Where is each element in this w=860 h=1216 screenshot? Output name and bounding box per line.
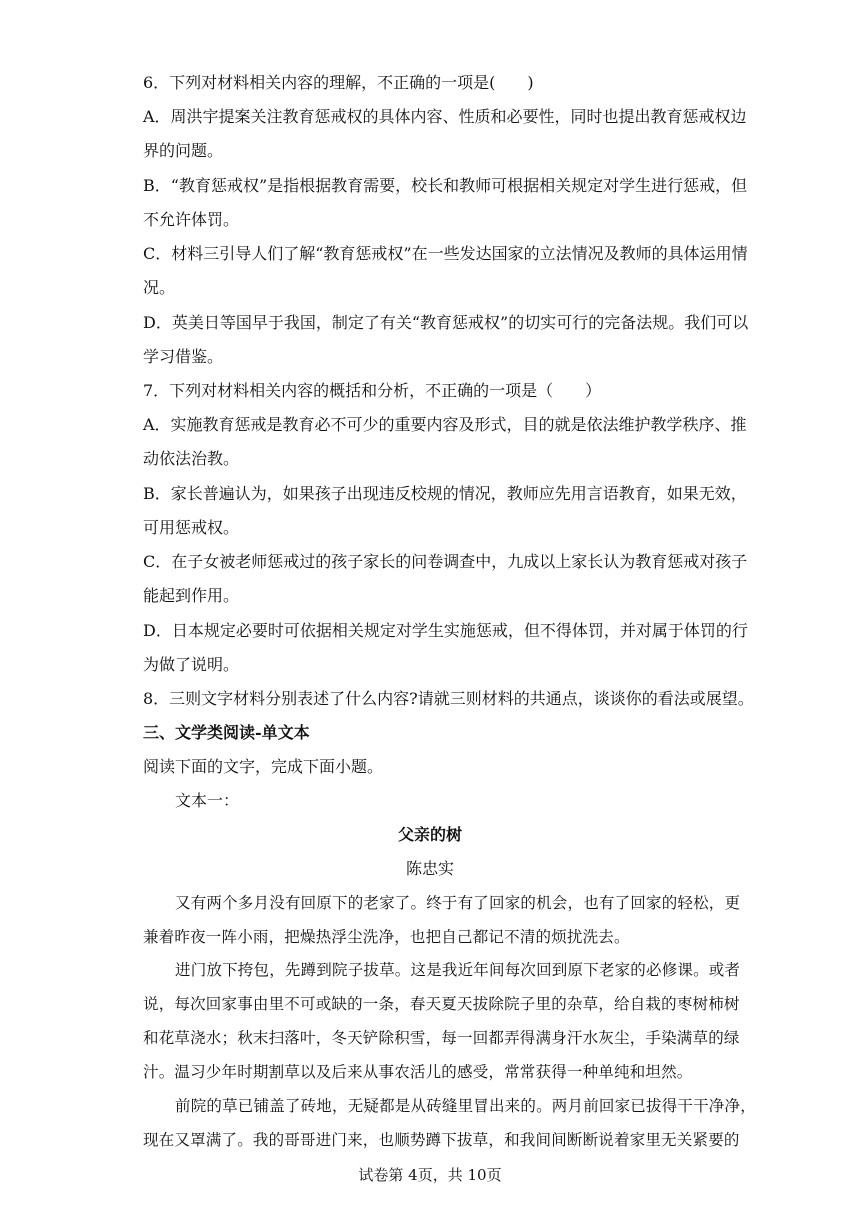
paragraph-2-line-1: 进门放下挎包，先蹲到院子拔草。这是我近年间每次回到原下老家的必修课。或者 [175,961,741,979]
q6-option-c-cont: 况。 [143,278,176,297]
q6-stem: 6．下列对材料相关内容的理解，不正确的一项是( ) [143,73,534,92]
q6-option-c: C．材料三引导人们了解“教育惩戒权”在一些发达国家的立法情况及教师的具体运用情 [143,244,748,263]
paragraph-3-line-1: 前院的草已铺盖了砖地，无疑都是从砖缝里冒出来的。两月前回家已拔得干干净净， [175,1097,756,1115]
q7-stem: 7．下列对材料相关内容的概括和分析，不正确的一项是（ ） [143,381,602,400]
q7-option-b: B．家长普遍认为，如果孩子出现违反校规的情况，教师应先用言语教育，如果无效， [143,484,747,503]
q6-option-d: D．英美日等国早于我国，制定了有关“教育惩戒权”的切实可行的完备法规。我们可以 [143,313,749,332]
article-author: 陈忠实 [405,859,454,878]
paragraph-2-line-3: 和花草浇水；秋末扫落叶，冬天铲除积雪，每一回都弄得满身汗水灰尘，手染满草的绿 [143,1029,740,1047]
q6-option-b-cont: 不允许体罚。 [143,210,240,229]
text-label: 文本一： [175,791,240,810]
q8-stem: 8．三则文字材料分别表述了什么内容?请就三则材料的共通点，谈谈你的看法或展望。 [143,689,754,708]
q6-option-a-cont: 界的问题。 [143,141,224,160]
page-footer: 试卷第 4页，共 10页 [358,1166,502,1184]
paragraph-3-line-2: 现在又罩满了。我的哥哥进门来，也顺势蹲下拔草，和我间间断断说着家里无关紧要的 [143,1131,740,1149]
paragraph-2-line-4: 汁。温习少年时期割草以及后来从事农活儿的感受，常常获得一种单纯和坦然。 [143,1063,693,1081]
q6-option-a: A．周洪宇提案关注教育惩戒权的具体内容、性质和必要性，同时也提出教育惩戒权边 [143,107,747,126]
q7-option-c-cont: 能起到作用。 [143,586,240,605]
paragraph-1-line-2: 兼着昨夜一阵小雨，把燥热浮尘洗净，也把自己都记不清的烦扰洗去。 [143,928,630,946]
q7-option-a-cont: 动依法治教。 [143,449,240,468]
q7-option-c: C．在子女被老师惩戒过的孩子家长的问卷调查中，九成以上家长认为教育惩戒对孩子 [143,552,748,571]
section-heading: 三、文学类阅读-单文本 [143,723,310,742]
q7-option-b-cont: 可用惩戒权。 [143,518,240,537]
article-title: 父亲的树 [397,825,462,844]
q6-option-d-cont: 学习借鉴。 [143,347,224,366]
q6-option-b: B．“教育惩戒权”是指根据教育需要，校长和教师可根据相关规定对学生进行惩戒，但 [143,176,748,195]
q7-option-d-cont: 为做了说明。 [143,655,240,674]
q7-option-d: D．日本规定必要时可依据相关规定对学生实施惩戒，但不得体罚，并对属于体罚的行 [143,621,748,640]
reading-instruction: 阅读下面的文字，完成下面小题。 [143,757,384,776]
paragraph-2-line-2: 说，每次回家事由里不可或缺的一条，春天夏天拔除院子里的杂草，给自栽的枣树柿树 [143,995,740,1013]
q7-option-a: A．实施教育惩戒是教育必不可少的重要内容及形式，目的就是依法维护教学秩序、推 [143,415,747,434]
paragraph-1-line-1: 又有两个多月没有回原下的老家了。终于有了回家的机会，也有了回家的轻松，更 [175,894,741,912]
